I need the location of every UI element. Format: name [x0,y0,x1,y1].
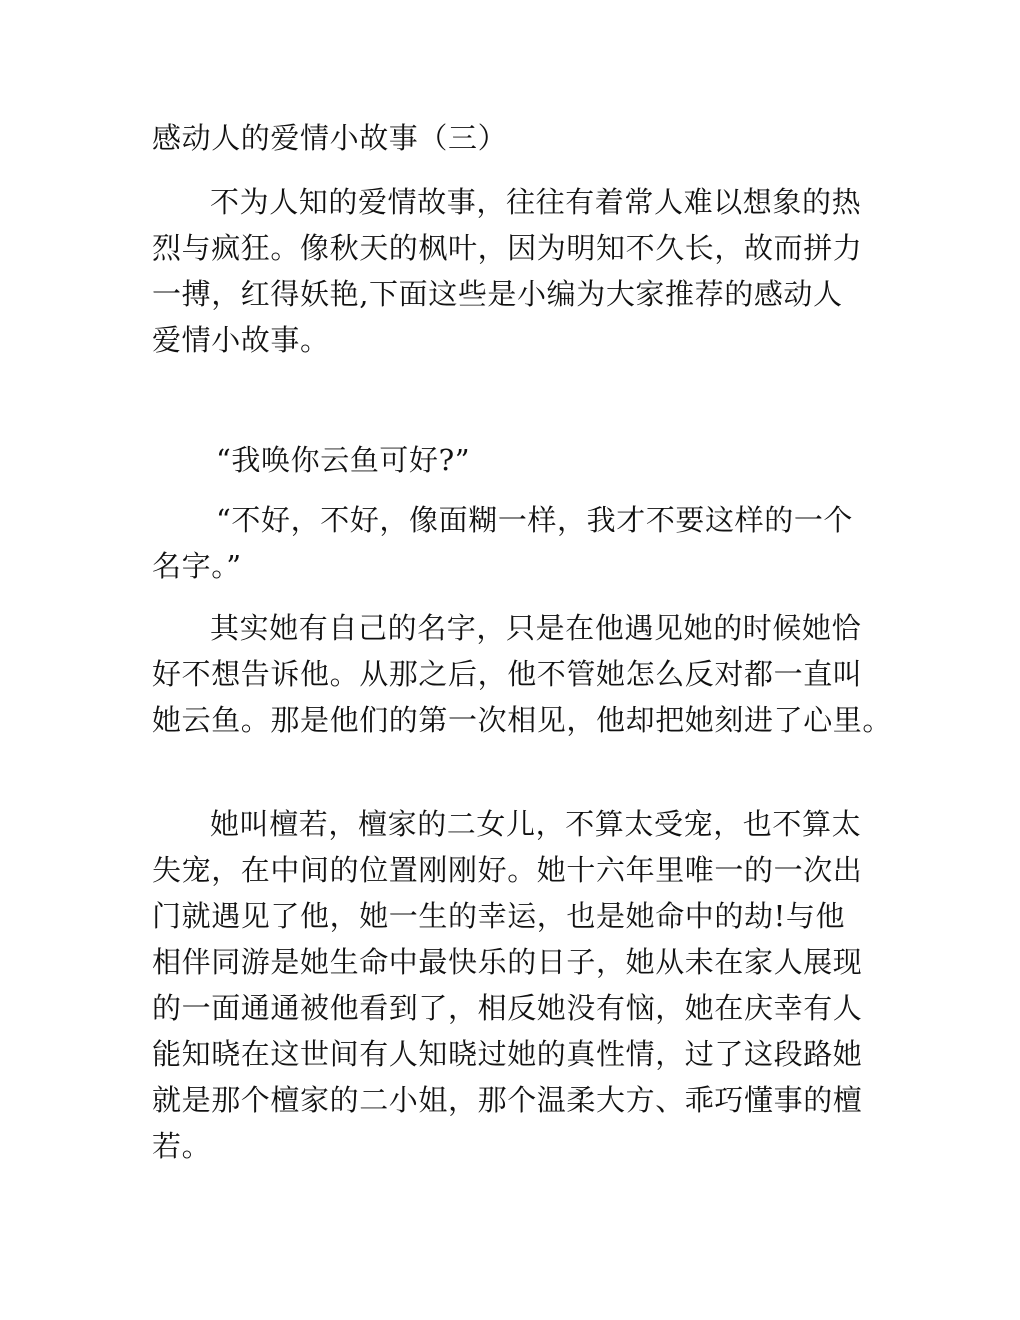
paragraph-line: 的一面通通被他看到了，相反她没有恼，她在庆幸有人 [152,991,863,1025]
paragraph-line: 好不想告诉他。从那之后，他不管她怎么反对都一直叫 [152,657,863,691]
intro-line: 一搏，红得妖艳,下面这些是小编为大家推荐的感动人 [152,277,843,311]
paragraph-line: 相伴同游是她生命中最快乐的日子，她从未在家人展现 [152,945,863,979]
intro-line: 烈与疯狂。像秋天的枫叶，因为明知不久长，故而拼力 [152,231,863,265]
intro-line: 不为人知的爱情故事，往往有着常人难以想象的热 [210,185,862,219]
paragraph-line: 她云鱼。那是他们的第一次相见，他却把她刻进了心里。 [152,703,893,737]
dialogue-line: “不好，不好，像面糊一样，我才不要这样的一个 [216,503,854,537]
paragraph-line: 若。 [152,1129,212,1163]
paragraph-line: 门就遇见了他，她一生的幸运，也是她命中的劫!与他 [152,899,846,933]
paragraph-line: 失宠，在中间的位置刚刚好。她十六年里唯一的一次出 [152,853,863,887]
document-title: 感动人的爱情小故事（三） [152,121,508,155]
paragraph-line: 她叫檀若，檀家的二女儿，不算太受宠，也不算太 [210,807,862,841]
dialogue-line: “我唤你云鱼可好?” [216,443,471,477]
dialogue-line: 名字。” [152,549,242,583]
paragraph-line: 其实她有自己的名字，只是在他遇见她的时候她恰 [210,611,862,645]
paragraph-line: 能知晓在这世间有人知晓过她的真性情，过了这段路她 [152,1037,863,1071]
intro-line: 爱情小故事。 [152,323,330,357]
paragraph-line: 就是那个檀家的二小姐，那个温柔大方、乖巧懂事的檀 [152,1083,863,1117]
